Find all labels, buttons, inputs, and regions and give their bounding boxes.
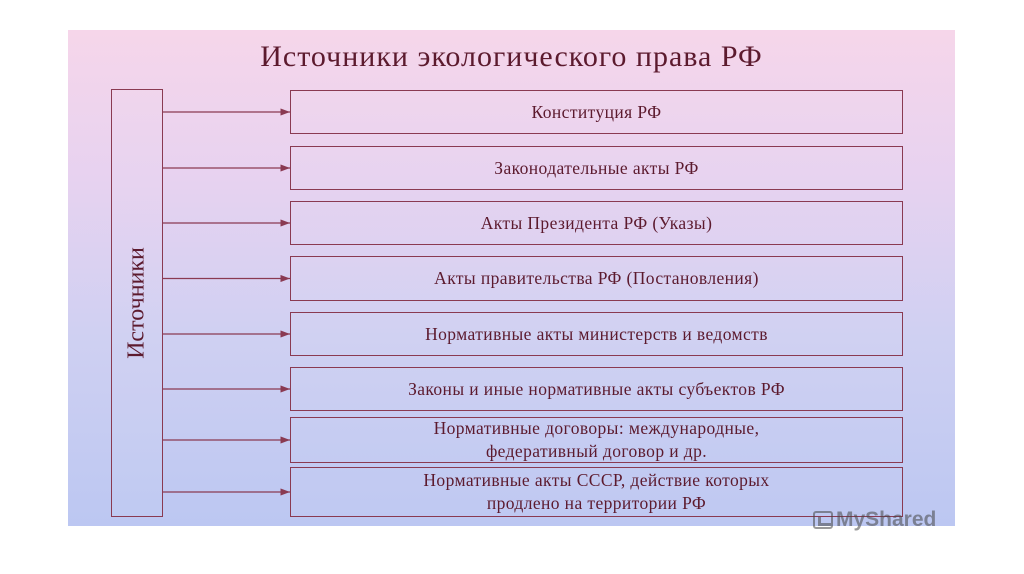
source-node-7: Нормативные договоры: международные, федеративный договор и др. [290,417,903,463]
source-node-2: Законодательные акты РФ [290,146,903,190]
diagram-title: Источники экологического права РФ [260,40,763,73]
watermark-text: MyShared [836,508,937,531]
source-node-3: Акты Президента РФ (Указы) [290,201,903,245]
root-node [111,89,163,517]
source-node-5: Нормативные акты министерств и ведомств [290,312,903,356]
source-node-4: Акты правительства РФ (Постановления) [290,256,903,301]
source-node-8: Нормативные акты СССР, действие которых продлено на территории РФ [290,467,903,517]
source-node-6: Законы и иные нормативные акты субъектов РФ [290,367,903,411]
root-node-label: Источники [123,247,150,359]
myshared-logo-icon [813,511,833,529]
source-node-1: Конституция РФ [290,90,903,134]
slide [68,30,955,531]
watermark [813,508,936,532]
